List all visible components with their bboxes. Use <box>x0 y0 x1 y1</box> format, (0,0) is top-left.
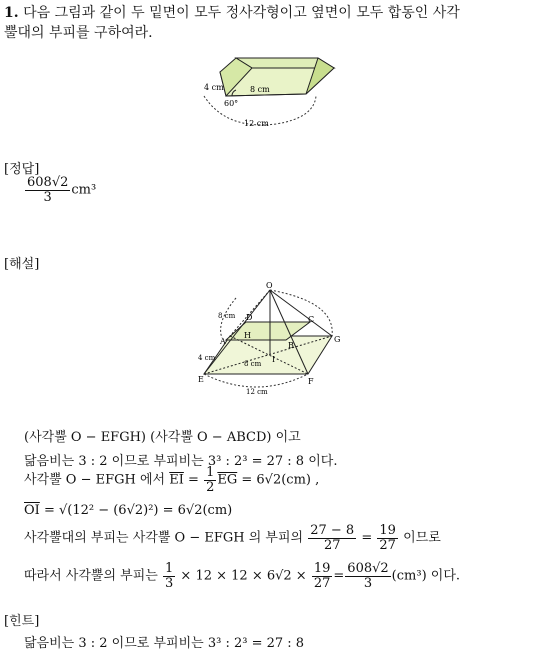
solution-header: [해설] <box>4 257 40 272</box>
pyramid-point-a: A <box>220 337 226 346</box>
ratio-1-numerator: 27 − 8 <box>310 523 355 538</box>
frustum-top-label: 8 cm <box>250 85 270 94</box>
pyramid-bottom-label: 12 cm <box>246 388 268 396</box>
pyramid-mid-label: 8 cm <box>244 360 262 368</box>
answer-denominator: 3 <box>43 189 52 205</box>
solution-line-4 <box>24 503 232 518</box>
result-fraction <box>345 562 390 590</box>
question-text-1: 다음 그림과 같이 두 밑면이 모두 정사각형이고 옆면이 모두 합동인 사각 <box>23 5 460 21</box>
solution-line-3 <box>24 466 319 494</box>
solution-line-5-post: 이므로 <box>403 530 441 546</box>
solution-line-6-pre: 따라서 사각뿔의 부피는 <box>24 568 158 584</box>
pyramid-figure <box>196 282 344 400</box>
pyramid-point-i: I <box>272 355 276 364</box>
pyramid-point-g: G <box>334 335 341 344</box>
ratio-1-denominator: 27 <box>323 537 341 553</box>
solution-line-1: (사각뿔 O − EFGH) (사각뿔 O − ABCD) 이고 <box>24 430 301 445</box>
hint-header: [힌트] <box>4 614 40 629</box>
solution-line-5 <box>24 524 441 552</box>
solution-line-4-rest: = √(12² − (6√2)²) = 6√2(cm) <box>43 503 233 518</box>
third-fraction <box>163 562 175 590</box>
answer-value <box>24 176 96 204</box>
answer-unit: cm³ <box>71 182 97 198</box>
pyramid-edge-label: 8 cm <box>218 312 236 320</box>
solution-line-6-eq: = <box>333 568 345 584</box>
pyramid-point-d: D <box>246 313 253 322</box>
frustum-figure <box>196 52 340 132</box>
solution-line-6-mid: × 12 × 12 × 6√2 × <box>180 568 307 584</box>
nineteen-numerator: 19 <box>313 561 331 576</box>
half-denominator: 2 <box>206 479 215 495</box>
ratio-fraction-1 <box>308 524 356 552</box>
pyramid-point-c: C <box>308 315 315 324</box>
solution-line-5-eq: = <box>361 530 373 546</box>
solution-line-6-post: (cm³) 이다. <box>391 568 461 584</box>
answer-fraction <box>25 176 70 204</box>
question-line-2: 뿔대의 부피를 구하여라. <box>4 25 153 41</box>
solution-line-6 <box>24 562 460 590</box>
result-numerator: 608√2 <box>347 561 389 576</box>
question-line-1 <box>4 2 460 22</box>
pyramid-point-b: B <box>288 341 294 350</box>
hint-text: 닮음비는 3 : 2 이므로 부피비는 3³ : 2³ = 27 : 8 <box>24 636 305 651</box>
half-fraction <box>204 466 216 494</box>
ratio-2-denominator: 27 <box>379 537 396 553</box>
ratio-2-numerator: 19 <box>379 523 396 538</box>
third-numerator: 1 <box>165 561 174 576</box>
segment-ei: $\overline{EI}$ <box>169 472 184 488</box>
pyramid-point-h: H <box>244 331 251 340</box>
pyramid-point-f: F <box>308 377 314 386</box>
solution-line-5-pre: 사각뿔대의 부피는 사각뿔 O − EFGH 의 부피의 <box>24 530 304 546</box>
solution-line-3-post: = 6√2(cm) , <box>241 472 320 488</box>
pyramid-point-o: O <box>266 282 273 290</box>
solution-line-2: 닮음비는 3 : 2 이므로 부피비는 3³ : 2³ = 27 : 8 이다. <box>24 454 338 469</box>
segment-eg: $\overline{EG}$ <box>217 472 238 488</box>
solution-line-3-eq: = <box>188 472 199 488</box>
third-denominator: 3 <box>165 575 174 591</box>
question-number: 1. <box>4 5 19 21</box>
nineteen-denominator: 27 <box>313 575 331 591</box>
frustum-side-label: 4 cm <box>204 83 224 92</box>
frustum-angle-label: 60° <box>224 99 239 108</box>
nineteen-fraction <box>312 562 333 590</box>
result-denominator: 3 <box>363 575 373 591</box>
ratio-fraction-2 <box>377 524 398 552</box>
solution-line-3-pre: 사각뿔 O − EFGH 에서 <box>24 472 166 488</box>
answer-header: [정답] <box>4 162 40 177</box>
half-numerator: 1 <box>206 465 215 480</box>
pyramid-side-label: 4 cm <box>198 354 216 362</box>
frustum-bottom-label: 12 cm <box>244 119 269 128</box>
pyramid-point-e: E <box>198 375 204 384</box>
answer-numerator: 608√2 <box>27 175 69 190</box>
segment-oi: $\overline{OI}$ <box>24 503 40 518</box>
